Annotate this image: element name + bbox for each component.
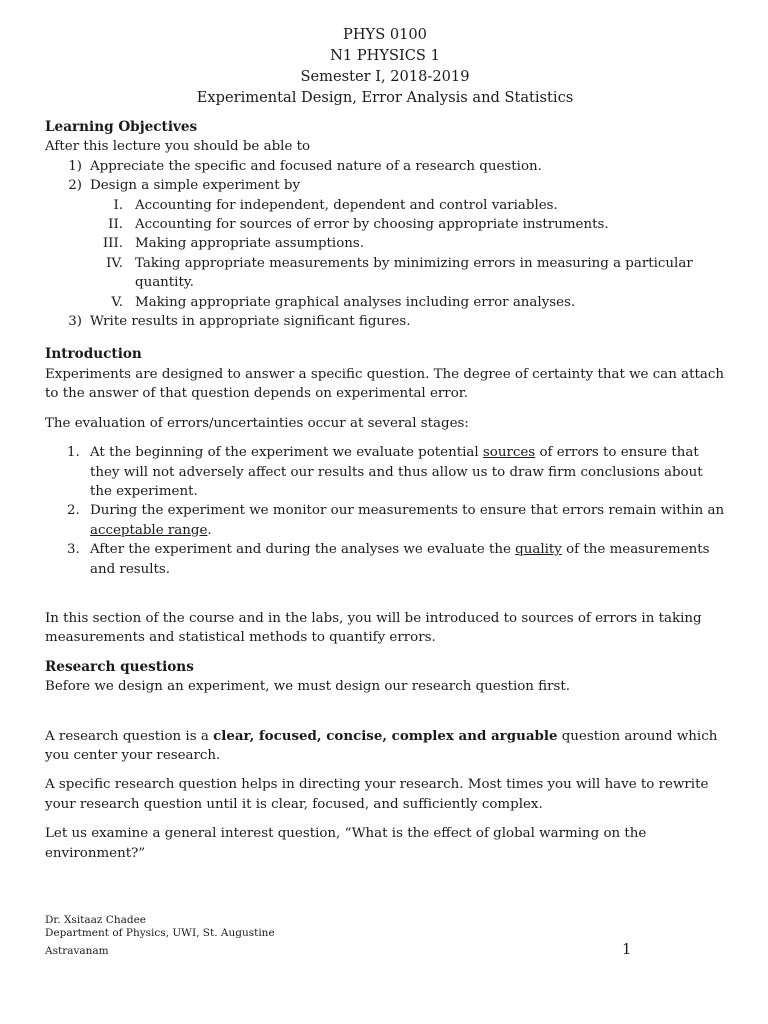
list-item: 3) Write results in appropriate significant figures.: [68, 314, 411, 330]
sub-list-item: III. Making appropriate assumptions.: [102, 236, 365, 252]
list-item: 1) Appreciate the specific and focused nature of a research question.: [68, 158, 542, 174]
document-page: [45, 24, 725, 863]
document-title: Experimental Design, Error Analysis and Statistics: [196, 89, 574, 106]
list-item: 2) Design a simple experiment by: [68, 178, 301, 194]
learning-objectives-section: [45, 118, 725, 331]
learning-objectives-heading: Learning Objectives: [45, 119, 198, 135]
research-questions-heading: Research questions: [45, 658, 194, 675]
paragraph: Before we design an experiment, we must design our research question first.: [45, 679, 571, 695]
page-number: 1: [622, 941, 632, 958]
course-name: N1 PHYSICS 1: [330, 47, 440, 64]
paragraph: A research question is a clear, focused, concise, complex and arguable question around which you center your research.: [45, 727, 718, 763]
paragraph: Experiments are designed to answer a specific question. The degree of certainty that we can attach to the answer of that question depends on experimental error.: [45, 366, 724, 402]
paragraph: The evaluation of errors/uncertainties occur at several stages:: [45, 415, 469, 431]
stages-list: [45, 443, 725, 579]
list-item: 2. During the experiment we monitor our measurements to ensure that errors remain within an acceptable range.: [67, 503, 725, 538]
list-item: 1. At the beginning of the experiment we evaluate potential sources of errors to ensure that they will not adversely affect our results and thus allow us to draw firm conclusions about the experiment.: [67, 445, 703, 499]
sub-list-item: IV. Taking appropriate measurements by minimizing errors in measuring a particular quantity.: [106, 255, 693, 291]
paragraph: A specific research question helps in directing your research. Most times you will have to rewrite your research question until it is clear, focused, and sufficiently complex.: [45, 777, 709, 812]
paragraph: Let us examine a general interest question, “What is the effect of global warming on the environment?”: [45, 826, 647, 861]
introduction-heading: Introduction: [45, 346, 142, 363]
document-header: [45, 24, 725, 108]
sub-list-item: II. Accounting for sources of error by choosing appropriate instruments.: [108, 217, 609, 233]
semester: Semester I, 2018-2019: [300, 68, 470, 85]
course-code: PHYS 0100: [343, 26, 427, 43]
objectives-intro: After this lecture you should be able to: [45, 139, 311, 155]
footer-site: Astravanam: [45, 945, 109, 957]
footer-author: Dr. Xsitaaz Chadee: [45, 914, 146, 926]
list-item: 3. After the experiment and during the analyses we evaluate the quality of the measurements and results.: [67, 542, 710, 577]
research-questions-section: [45, 658, 725, 863]
footer-department: Department of Physics, UWI, St. Augustine: [45, 927, 275, 939]
paragraph: In this section of the course and in the labs, you will be introduced to sources of errors in taking measurements and statistical methods to quantify errors.: [45, 610, 702, 646]
sub-list-item: I. Accounting for independent, dependent and control variables.: [113, 197, 558, 213]
introduction-section: [45, 345, 725, 647]
sub-list-item: V. Making appropriate graphical analyses including error analyses.: [111, 294, 576, 310]
